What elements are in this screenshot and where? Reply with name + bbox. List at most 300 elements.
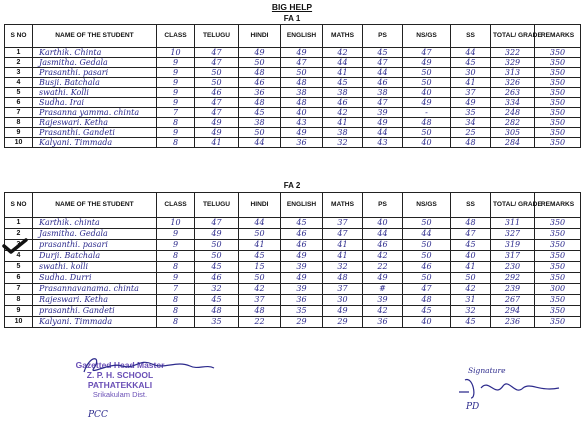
mark-cell: 44 <box>239 138 281 148</box>
mark-cell: 313 <box>491 68 535 78</box>
serial-number-cell: 4 <box>5 251 33 262</box>
student-name-cell: Karthik. Chinta <box>33 48 157 58</box>
mark-cell: 9 <box>157 78 195 88</box>
student-name-cell: Sudha. Irai <box>33 98 157 108</box>
mark-cell: 45 <box>403 306 451 317</box>
mark-cell: 50 <box>403 240 451 251</box>
mark-cell: 311 <box>491 218 535 229</box>
mark-cell: 50 <box>239 58 281 68</box>
mark-cell: 322 <box>491 48 535 58</box>
mark-cell: 49 <box>363 118 403 128</box>
student-name-cell: Durji. Batchala <box>33 251 157 262</box>
table-row <box>5 98 581 108</box>
mark-cell: 239 <box>491 284 535 295</box>
mark-cell: 32 <box>323 138 363 148</box>
mark-cell: 47 <box>451 229 491 240</box>
mark-cell: 41 <box>239 240 281 251</box>
student-name-cell: Prasanthi. pasari <box>33 68 157 78</box>
mark-cell: 48 <box>403 118 451 128</box>
mark-cell: 44 <box>451 48 491 58</box>
mark-cell: 350 <box>535 58 581 68</box>
mark-cell: 48 <box>239 98 281 108</box>
mark-cell: 45 <box>239 251 281 262</box>
mark-cell: 46 <box>195 273 239 284</box>
mark-cell: 49 <box>195 229 239 240</box>
column-header: TELUGU <box>195 25 239 48</box>
mark-cell: 45 <box>239 108 281 118</box>
mark-cell: 350 <box>535 118 581 128</box>
stamp-line-4: Srikakulam Dist. <box>92 390 148 399</box>
column-header: NAME OF THE STUDENT <box>33 193 157 218</box>
mark-cell: 8 <box>157 138 195 148</box>
mark-cell: 9 <box>157 229 195 240</box>
fa1-table <box>4 24 581 148</box>
mark-cell: 46 <box>281 229 323 240</box>
mark-cell: # <box>363 284 403 295</box>
mark-cell: 50 <box>281 68 323 78</box>
column-header: PS <box>363 193 403 218</box>
column-header: NS/GS <box>403 25 451 48</box>
mark-cell: 49 <box>323 306 363 317</box>
mark-cell: 22 <box>363 262 403 273</box>
mark-cell: 42 <box>323 108 363 118</box>
mark-cell: 263 <box>491 88 535 98</box>
column-header: S NO <box>5 193 33 218</box>
mark-cell: 284 <box>491 138 535 148</box>
serial-number-cell: 7 <box>5 284 33 295</box>
mark-cell: 41 <box>323 240 363 251</box>
mark-cell: 40 <box>403 138 451 148</box>
mark-cell: 25 <box>451 128 491 138</box>
mark-cell: 8 <box>157 262 195 273</box>
table-row <box>5 128 581 138</box>
checkmark-icon <box>2 238 28 254</box>
mark-cell: 46 <box>281 240 323 251</box>
fa1-body <box>5 48 581 148</box>
mark-cell: 350 <box>535 306 581 317</box>
mark-cell: 48 <box>195 306 239 317</box>
mark-cell: 15 <box>239 262 281 273</box>
mark-cell: 49 <box>239 48 281 58</box>
mark-cell: 350 <box>535 273 581 284</box>
mark-cell: 50 <box>451 273 491 284</box>
mark-cell: 8 <box>157 251 195 262</box>
serial-number-cell: 9 <box>5 128 33 138</box>
column-header: NS/GS <box>403 193 451 218</box>
student-name-cell: Kalyani. Timmada <box>33 317 157 328</box>
mark-cell: - <box>403 108 451 118</box>
mark-cell: 29 <box>323 317 363 328</box>
column-header: REMARKS <box>535 25 581 48</box>
mark-cell: 39 <box>281 284 323 295</box>
mark-cell: 350 <box>535 262 581 273</box>
mark-cell: 9 <box>157 98 195 108</box>
mark-cell: 47 <box>403 284 451 295</box>
mark-cell: 9 <box>157 273 195 284</box>
mark-cell: 8 <box>157 317 195 328</box>
pd-label: PD <box>466 402 480 412</box>
stamp-line-2: Z. P. H. SCHOOL <box>86 370 154 380</box>
student-name-cell: Sudha. Durri <box>33 273 157 284</box>
mark-cell: 40 <box>451 251 491 262</box>
mark-cell: 50 <box>403 273 451 284</box>
student-name-cell: swathi. kolli <box>33 262 157 273</box>
mark-cell: 50 <box>403 78 451 88</box>
serial-number-cell: 6 <box>5 98 33 108</box>
serial-number-cell: 5 <box>5 262 33 273</box>
table-row <box>5 273 581 284</box>
table-row <box>5 229 581 240</box>
mark-cell: 40 <box>281 108 323 118</box>
student-name-cell: Kalyani. Timmada <box>33 138 157 148</box>
column-header: PS <box>363 25 403 48</box>
table-row <box>5 78 581 88</box>
mark-cell: 36 <box>239 88 281 98</box>
table-row <box>5 284 581 295</box>
mark-cell: 31 <box>451 295 491 306</box>
mark-cell: 22 <box>239 317 281 328</box>
serial-number-cell: 9 <box>5 306 33 317</box>
mark-cell: 48 <box>403 295 451 306</box>
column-header: CLASS <box>157 25 195 48</box>
mark-cell: 230 <box>491 262 535 273</box>
student-name-cell: Rajeswari. Ketha <box>33 118 157 128</box>
mark-cell: 36 <box>281 138 323 148</box>
mark-cell: 35 <box>451 108 491 118</box>
mark-cell: 50 <box>195 240 239 251</box>
column-header: SS <box>451 25 491 48</box>
mark-cell: 46 <box>403 262 451 273</box>
signature-label: Signature <box>468 366 506 375</box>
mark-cell: 47 <box>323 229 363 240</box>
headmaster-signature <box>80 352 220 382</box>
mark-cell: 46 <box>239 78 281 88</box>
mark-cell: 32 <box>451 306 491 317</box>
fa1-heading: FA 1 <box>283 14 301 23</box>
student-name-cell: prasanthi. pasari <box>33 240 157 251</box>
mark-cell: 37 <box>323 284 363 295</box>
mark-cell: 45 <box>195 295 239 306</box>
table-row <box>5 262 581 273</box>
mark-cell: 248 <box>491 108 535 118</box>
mark-cell: 42 <box>363 306 403 317</box>
mark-cell: 44 <box>363 68 403 78</box>
mark-cell: 49 <box>195 128 239 138</box>
mark-cell: 9 <box>157 128 195 138</box>
student-name-cell: prasanthi. Gandeti <box>33 306 157 317</box>
mark-cell: 48 <box>323 273 363 284</box>
mark-cell: 46 <box>195 88 239 98</box>
mark-cell: 49 <box>195 118 239 128</box>
mark-cell: 9 <box>157 88 195 98</box>
mark-cell: 350 <box>535 88 581 98</box>
table-row <box>5 306 581 317</box>
mark-cell: 45 <box>451 317 491 328</box>
serial-number-cell: 10 <box>5 317 33 328</box>
mark-cell: 32 <box>323 262 363 273</box>
student-name-cell: Prasanthi. Gandeti <box>33 128 157 138</box>
mark-cell: 350 <box>535 251 581 262</box>
mark-cell: 350 <box>535 78 581 88</box>
mark-cell: 41 <box>323 118 363 128</box>
table-row <box>5 251 581 262</box>
column-header: HINDI <box>239 193 281 218</box>
mark-cell: 50 <box>239 229 281 240</box>
fa2-body <box>5 218 581 328</box>
mark-cell: 236 <box>491 317 535 328</box>
mark-cell: 48 <box>451 218 491 229</box>
mark-cell: 36 <box>363 317 403 328</box>
mark-cell: 47 <box>363 58 403 68</box>
mark-cell: 350 <box>535 295 581 306</box>
column-header: NAME OF THE STUDENT <box>33 25 157 48</box>
mark-cell: 50 <box>403 128 451 138</box>
mark-cell: 48 <box>451 138 491 148</box>
mark-cell: 38 <box>281 88 323 98</box>
mark-cell: 350 <box>535 48 581 58</box>
mark-cell: 35 <box>281 306 323 317</box>
mark-cell: 43 <box>363 138 403 148</box>
mark-cell: 329 <box>491 58 535 68</box>
mark-cell: 49 <box>281 128 323 138</box>
column-header: REMARKS <box>535 193 581 218</box>
mark-cell: 350 <box>535 317 581 328</box>
mark-cell: 50 <box>403 218 451 229</box>
mark-cell: 48 <box>239 68 281 78</box>
stamp-line-3: PATHATEKKALI <box>87 380 153 390</box>
mark-cell: 350 <box>535 229 581 240</box>
column-header: SS <box>451 193 491 218</box>
serial-number-cell: 7 <box>5 108 33 118</box>
mark-cell: 46 <box>363 78 403 88</box>
mark-cell: 42 <box>451 284 491 295</box>
column-header: MATHS <box>323 193 363 218</box>
mark-cell: 36 <box>281 295 323 306</box>
mark-cell: 48 <box>281 78 323 88</box>
student-name-cell: swathi. Kolli <box>33 88 157 98</box>
fa2-heading: FA 2 <box>283 181 301 190</box>
student-name-cell: Jasmitha. Gedala <box>33 229 157 240</box>
mark-cell: 305 <box>491 128 535 138</box>
mark-cell: 49 <box>281 48 323 58</box>
serial-number-cell: 3 <box>5 68 33 78</box>
mark-cell: 29 <box>281 317 323 328</box>
mark-cell: 39 <box>363 295 403 306</box>
mark-cell: 41 <box>323 251 363 262</box>
mark-cell: 50 <box>239 128 281 138</box>
mark-cell: 46 <box>323 98 363 108</box>
mark-cell: 44 <box>323 58 363 68</box>
mark-cell: 350 <box>535 98 581 108</box>
column-header: TOTAL/ GRADE <box>491 193 535 218</box>
table-row <box>5 295 581 306</box>
mark-cell: 44 <box>239 218 281 229</box>
mark-cell: 45 <box>323 78 363 88</box>
serial-number-cell: 4 <box>5 78 33 88</box>
mark-cell: 334 <box>491 98 535 108</box>
mark-cell: 38 <box>239 118 281 128</box>
student-name-cell: Karthik. chinta <box>33 218 157 229</box>
mark-cell: 7 <box>157 108 195 118</box>
mark-cell: 38 <box>323 128 363 138</box>
mark-cell: 50 <box>195 68 239 78</box>
mark-cell: 350 <box>535 68 581 78</box>
mark-cell: 350 <box>535 218 581 229</box>
mark-cell: 8 <box>157 306 195 317</box>
mark-cell: 49 <box>363 273 403 284</box>
table-row <box>5 317 581 328</box>
mark-cell: 9 <box>157 68 195 78</box>
mark-cell: 45 <box>451 240 491 251</box>
student-name-cell: Jasmitha. Gedala <box>33 58 157 68</box>
mark-cell: 49 <box>403 98 451 108</box>
student-name-cell: Prasannavanama. chinta <box>33 284 157 295</box>
mark-cell: 350 <box>535 138 581 148</box>
mark-cell: 48 <box>239 306 281 317</box>
mark-cell: 50 <box>195 78 239 88</box>
table-row <box>5 58 581 68</box>
mark-cell: 50 <box>403 251 451 262</box>
column-header: MATHS <box>323 25 363 48</box>
student-name-cell: Prasanna yamma. chinta <box>33 108 157 118</box>
mark-cell: 317 <box>491 251 535 262</box>
mark-cell: 45 <box>451 58 491 68</box>
mark-cell: 45 <box>281 218 323 229</box>
table-row <box>5 138 581 148</box>
mark-cell: 43 <box>281 118 323 128</box>
mark-cell: 350 <box>535 128 581 138</box>
mark-cell: 34 <box>451 118 491 128</box>
mark-cell: 30 <box>323 295 363 306</box>
mark-cell: 44 <box>403 229 451 240</box>
student-name-cell: Busji. Batchala <box>33 78 157 88</box>
mark-cell: 45 <box>363 48 403 58</box>
stamp-line-1: Gazetted Head Master <box>75 360 165 370</box>
mark-cell: 37 <box>323 218 363 229</box>
mark-cell: 48 <box>281 98 323 108</box>
serial-number-cell: 5 <box>5 88 33 98</box>
mark-cell: 41 <box>323 68 363 78</box>
mark-cell: 40 <box>403 88 451 98</box>
mark-cell: 319 <box>491 240 535 251</box>
column-header: TOTAL/ GRADE <box>491 25 535 48</box>
serial-number-cell: 6 <box>5 273 33 284</box>
fa2-table <box>4 192 581 328</box>
mark-cell: 47 <box>195 58 239 68</box>
serial-number-cell: 8 <box>5 118 33 128</box>
mark-cell: 38 <box>363 88 403 98</box>
mark-cell: 50 <box>195 251 239 262</box>
mark-cell: 41 <box>195 138 239 148</box>
serial-number-cell: 8 <box>5 295 33 306</box>
mark-cell: 45 <box>195 262 239 273</box>
column-header: ENGLISH <box>281 193 323 218</box>
serial-number-cell: 1 <box>5 218 33 229</box>
mark-cell: 49 <box>281 273 323 284</box>
mark-cell: 42 <box>239 284 281 295</box>
mark-cell: 294 <box>491 306 535 317</box>
mark-cell: 350 <box>535 240 581 251</box>
mark-cell: 49 <box>403 58 451 68</box>
mark-cell: 300 <box>535 284 581 295</box>
mark-cell: 40 <box>363 218 403 229</box>
mark-cell: 39 <box>363 108 403 118</box>
mark-cell: 9 <box>157 240 195 251</box>
mark-cell: 30 <box>451 68 491 78</box>
mark-cell: 38 <box>323 88 363 98</box>
mark-cell: 350 <box>535 108 581 118</box>
mark-cell: 44 <box>363 229 403 240</box>
mark-cell: 41 <box>451 78 491 88</box>
mark-cell: 47 <box>363 98 403 108</box>
column-header: S NO <box>5 25 33 48</box>
pd-signature <box>455 374 565 402</box>
mark-cell: 50 <box>239 273 281 284</box>
mark-cell: 49 <box>451 98 491 108</box>
fa2-header-row <box>5 193 581 218</box>
mark-cell: 326 <box>491 78 535 88</box>
mark-cell: 41 <box>451 262 491 273</box>
column-header: ENGLISH <box>281 25 323 48</box>
mark-cell: 47 <box>195 98 239 108</box>
table-row <box>5 48 581 58</box>
mark-cell: 7 <box>157 284 195 295</box>
serial-number-cell: 2 <box>5 58 33 68</box>
table-row <box>5 108 581 118</box>
mark-cell: 10 <box>157 218 195 229</box>
column-header: HINDI <box>239 25 281 48</box>
mark-cell: 44 <box>363 128 403 138</box>
table-row <box>5 218 581 229</box>
fa1-header-row <box>5 25 581 48</box>
document-title: BIG HELP <box>271 2 313 12</box>
mark-cell: 47 <box>281 58 323 68</box>
serial-number-cell: 10 <box>5 138 33 148</box>
mark-cell: 8 <box>157 295 195 306</box>
serial-number-cell: 1 <box>5 48 33 58</box>
mark-cell: 8 <box>157 118 195 128</box>
column-header: TELUGU <box>195 193 239 218</box>
mark-cell: 9 <box>157 58 195 68</box>
mark-cell: 42 <box>323 48 363 58</box>
mark-cell: 37 <box>451 88 491 98</box>
mark-cell: 327 <box>491 229 535 240</box>
mark-cell: 47 <box>195 108 239 118</box>
column-header: CLASS <box>157 193 195 218</box>
mark-cell: 46 <box>363 240 403 251</box>
mark-cell: 10 <box>157 48 195 58</box>
mark-cell: 47 <box>195 48 239 58</box>
mark-cell: 282 <box>491 118 535 128</box>
mark-cell: 40 <box>403 317 451 328</box>
mark-cell: 39 <box>281 262 323 273</box>
mark-cell: 50 <box>403 68 451 78</box>
mark-cell: 292 <box>491 273 535 284</box>
mark-cell: 47 <box>195 218 239 229</box>
student-name-cell: Rajeswari. Ketha <box>33 295 157 306</box>
mark-cell: 49 <box>281 251 323 262</box>
table-row <box>5 68 581 78</box>
mark-cell: 267 <box>491 295 535 306</box>
table-row <box>5 118 581 128</box>
mark-cell: 32 <box>195 284 239 295</box>
table-row <box>5 88 581 98</box>
mark-cell: 35 <box>195 317 239 328</box>
table-row <box>5 240 581 251</box>
serial-number-cell: 3 <box>5 240 33 251</box>
mark-cell: 37 <box>239 295 281 306</box>
pcc-label: PCC <box>88 410 108 420</box>
